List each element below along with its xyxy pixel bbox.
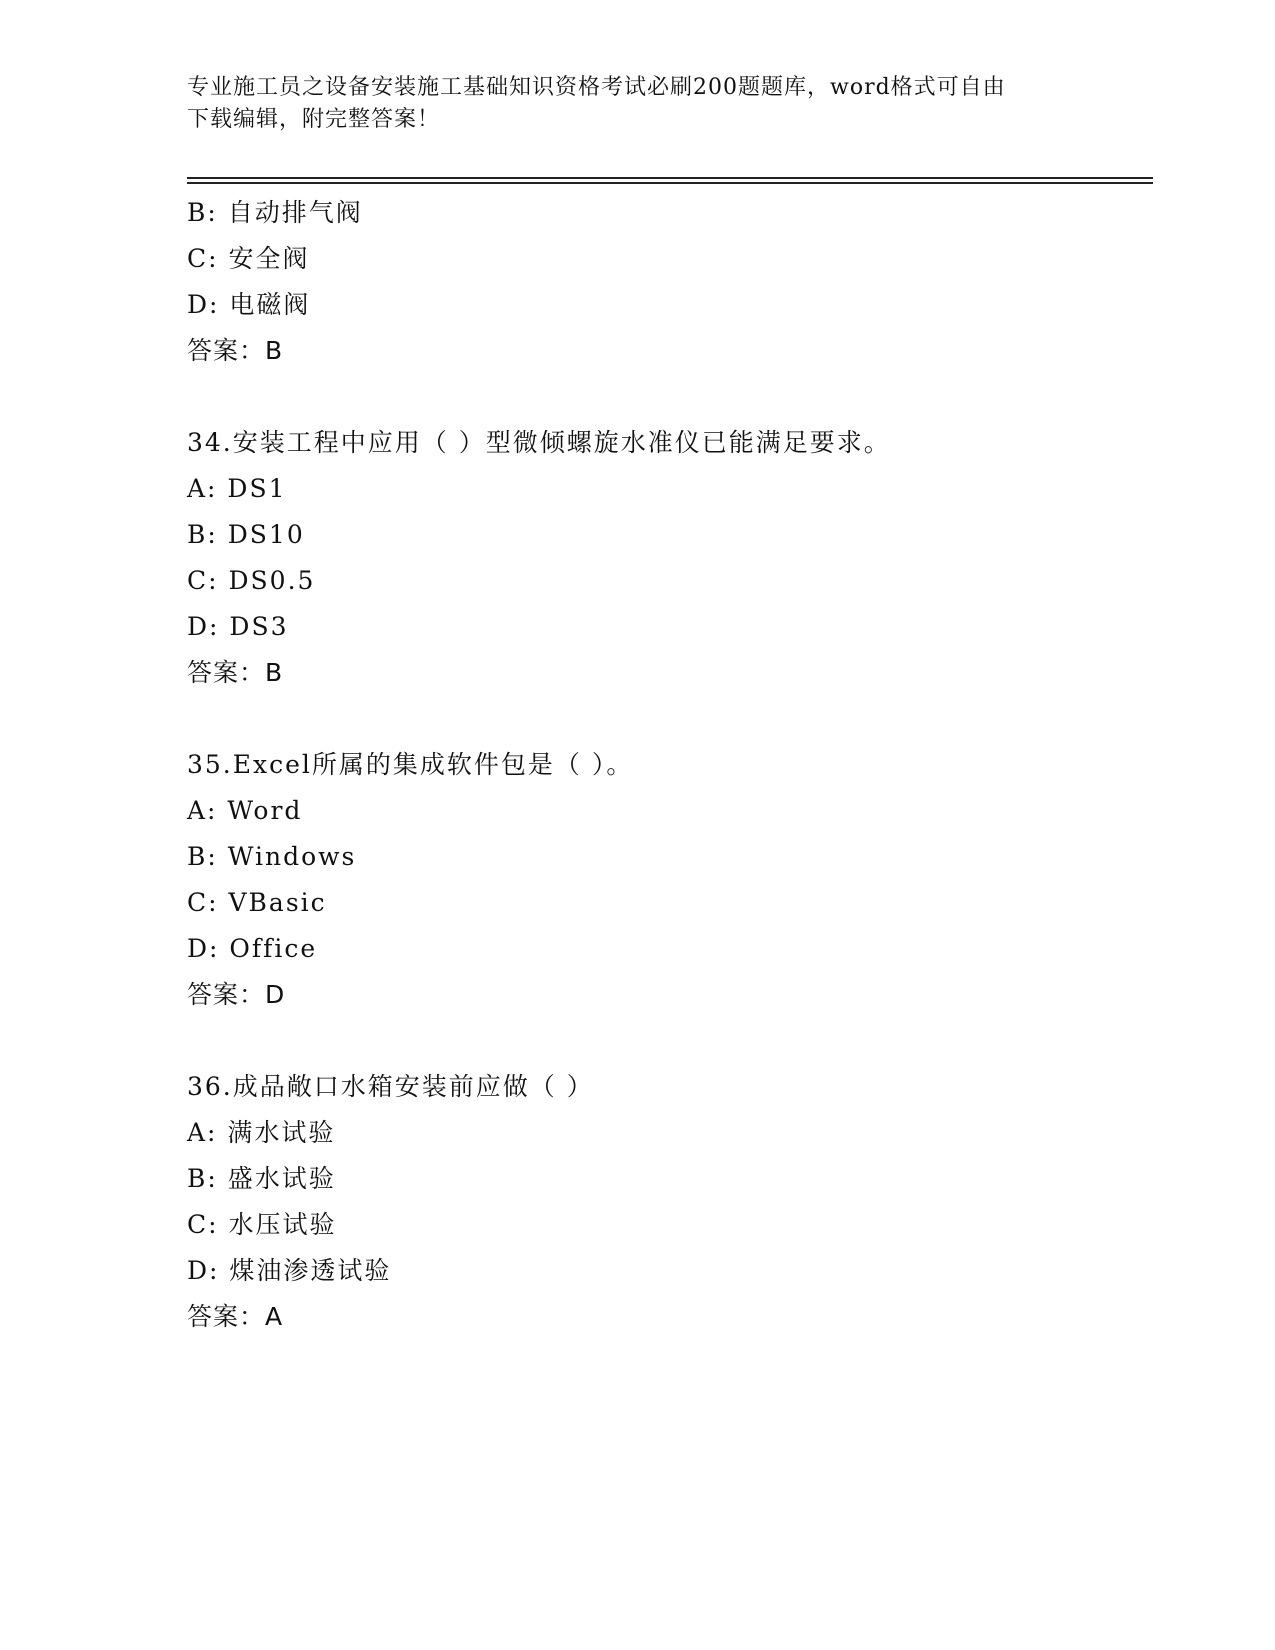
question-line: 35.Excel所属的集成软件包是（ ）。	[187, 750, 634, 779]
spacer	[187, 696, 1153, 742]
question-line: 36.成品敞口水箱安装前应做（ ）	[187, 1072, 594, 1101]
option-line: A: Word	[187, 796, 303, 825]
option-line: D: DS3	[187, 612, 289, 641]
answer-line: 答案：D	[187, 980, 286, 1009]
answer-line: 答案：A	[187, 1302, 284, 1331]
option-line: B: 自动排气阀	[187, 198, 363, 227]
header-rule-top	[187, 177, 1153, 179]
header-line-1: 专业施工员之设备安装施工基础知识资格考试必刷200题题库，word格式可自由	[187, 75, 1006, 100]
option-line: B: DS10	[187, 520, 305, 549]
header-line-2: 下载编辑，附完整答案！	[187, 107, 441, 132]
option-line: C: DS0.5	[187, 566, 316, 595]
option-line: C: VBasic	[187, 888, 327, 917]
header-rule-bottom	[187, 182, 1153, 184]
answer-line: 答案：B	[187, 658, 284, 687]
spacer	[187, 1018, 1153, 1064]
option-line: D: Office	[187, 934, 318, 963]
option-line: C: 安全阀	[187, 244, 310, 273]
document-header	[187, 72, 1067, 136]
question-line: 34.安装工程中应用（ ）型微倾螺旋水准仪已能满足要求。	[187, 428, 891, 457]
option-line: A: DS1	[187, 474, 287, 503]
option-line: D: 煤油渗透试验	[187, 1256, 392, 1285]
option-line: D: 电磁阀	[187, 290, 311, 319]
question-content	[187, 190, 1153, 1340]
option-line: B: Windows	[187, 842, 357, 871]
spacer	[187, 374, 1153, 420]
option-line: B: 盛水试验	[187, 1164, 336, 1193]
answer-line: 答案：B	[187, 336, 284, 365]
option-line: A: 满水试验	[187, 1118, 336, 1147]
option-line: C: 水压试验	[187, 1210, 337, 1239]
